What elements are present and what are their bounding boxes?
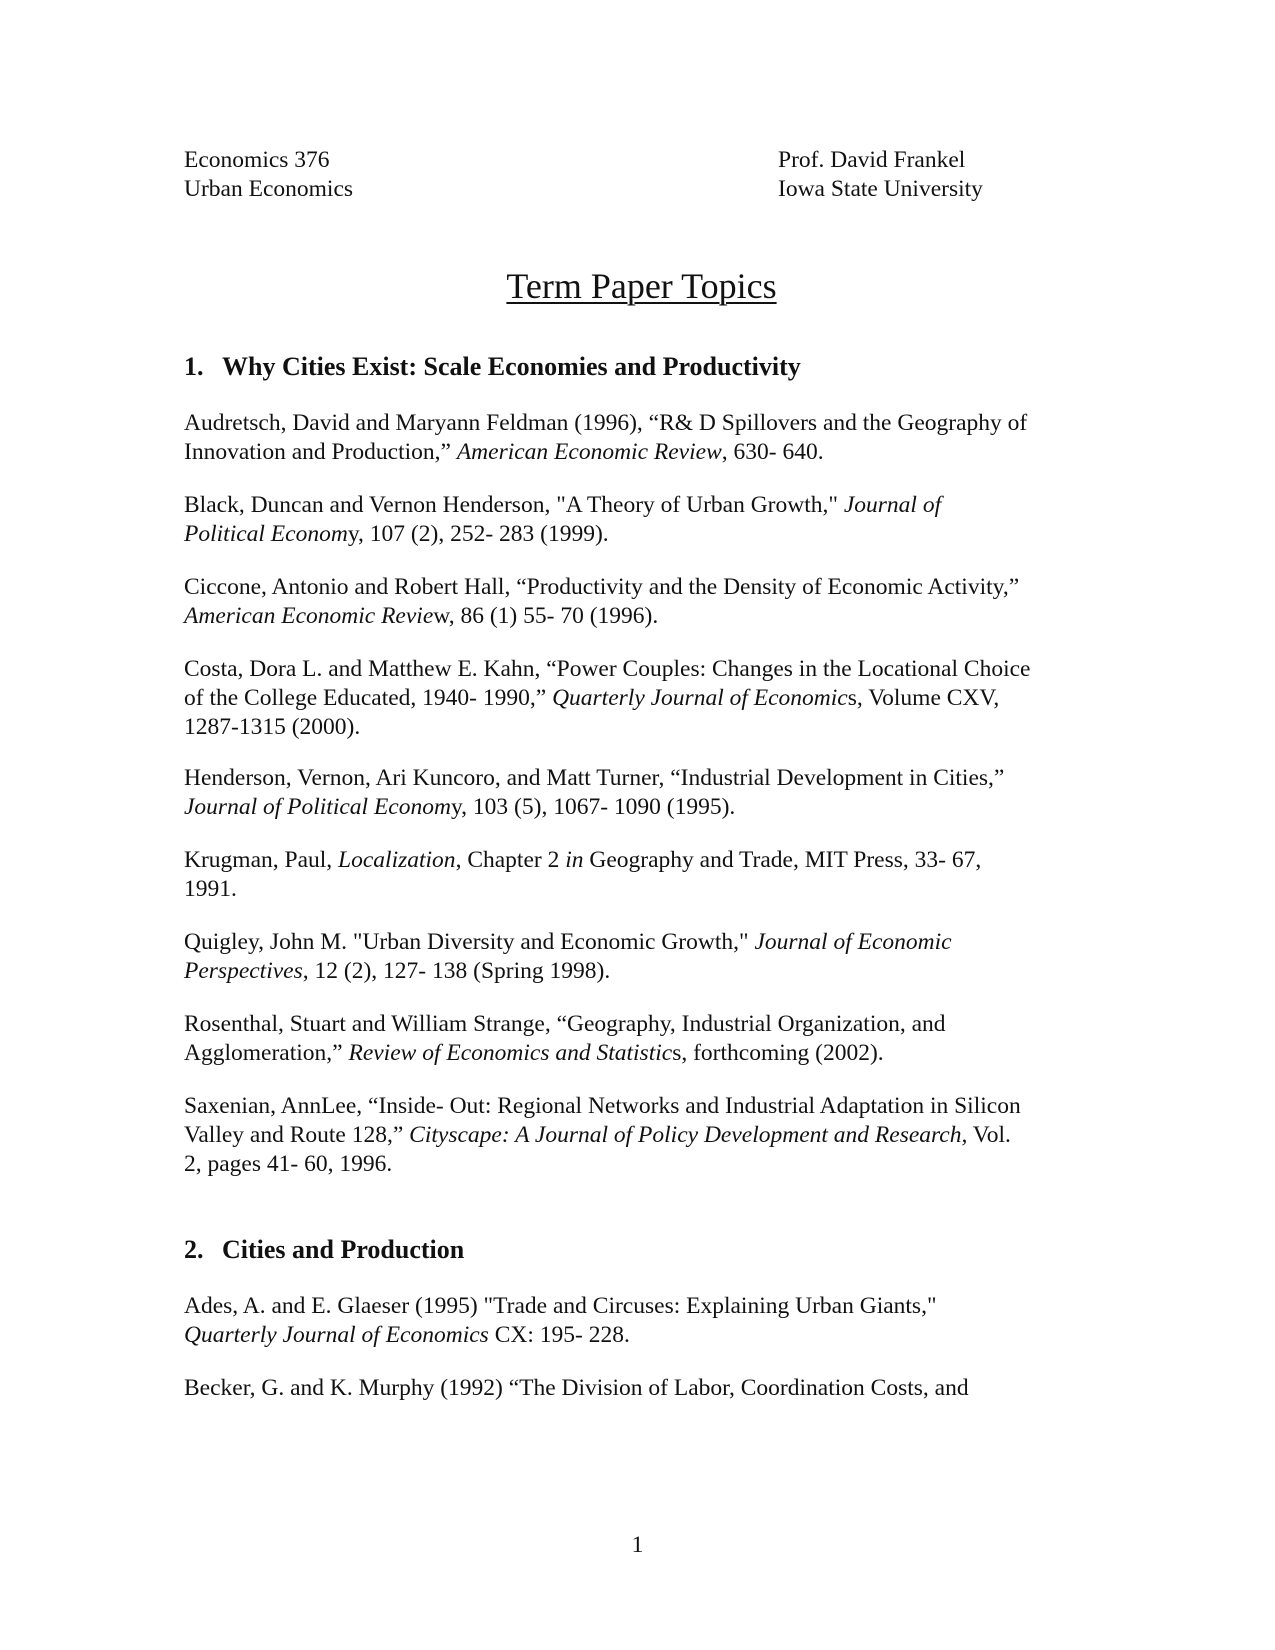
reference-line — [184, 684, 1084, 713]
section-heading-2 — [184, 1234, 464, 1266]
reference-text: 2, pages 41- 60, 1996. — [184, 1151, 393, 1177]
reference-entry — [184, 1292, 1084, 1350]
reference-text: Vol. — [967, 1122, 1011, 1148]
course-number: Economics 376 — [184, 147, 330, 173]
italic-text: Quarterly Journal of Economic — [552, 685, 848, 711]
page-title-wrapper — [0, 264, 1275, 308]
reference-text: Innovation and Production,” — [184, 439, 457, 465]
reference-line — [184, 713, 1084, 742]
reference-text: Quigley, John M. "Urban Diversity and Economic Growth," — [184, 929, 755, 955]
reference-line — [184, 520, 1084, 549]
italic-text: American Economic Revie — [184, 603, 434, 629]
reference-text: Costa, Dora L. and Matthew E. Kahn, “Power Couples: Changes in the Locational Choice — [184, 656, 1031, 682]
reference-entry — [184, 928, 1084, 986]
reference-line — [184, 491, 1084, 520]
reference-text: Geography and Trade, MIT Press, 33- 67, — [583, 847, 982, 873]
reference-line — [184, 409, 1084, 438]
reference-line — [184, 1121, 1084, 1150]
reference-text: Agglomeration,” — [184, 1040, 349, 1066]
reference-entry — [184, 491, 1084, 549]
reference-line — [184, 928, 1084, 957]
reference-line — [184, 1092, 1084, 1121]
reference-text: Becker, G. and K. Murphy (1992) “The Division of Labor, Coordination Costs, and — [184, 1375, 969, 1401]
reference-text: 1991. — [184, 876, 237, 902]
reference-line — [184, 793, 1084, 822]
reference-line — [184, 1292, 1084, 1321]
reference-entry — [184, 1010, 1084, 1068]
reference-line — [184, 1374, 1084, 1403]
section-number: 2. — [184, 1235, 204, 1264]
reference-line — [184, 764, 1084, 793]
italic-text: in — [565, 847, 584, 873]
reference-line — [184, 846, 1084, 875]
italic-text: Journal of Political Econom — [184, 794, 451, 820]
section-number: 1. — [184, 352, 204, 381]
university-name: Iowa State University — [778, 176, 983, 202]
page-title: Term Paper Topics — [506, 266, 777, 306]
reference-line — [184, 438, 1084, 467]
reference-entry — [184, 655, 1084, 742]
reference-text: of the College Educated, 1940- 1990,” — [184, 685, 553, 711]
reference-text: Ades, A. and E. Glaeser (1995) "Trade and Circuses: Explaining Urban Giants," — [184, 1293, 937, 1319]
reference-entry — [184, 846, 1084, 904]
page-number: 1 — [631, 1532, 644, 1558]
reference-text: Ciccone, Antonio and Robert Hall, “Productivity and the Density of Economic Activity,” — [184, 574, 1020, 600]
reference-text: Krugman, Paul, — [184, 847, 339, 873]
italic-text: Quarterly Journal of Economics — [184, 1322, 489, 1348]
italic-text: Localization — [338, 847, 456, 873]
reference-text: Valley and Route 128,” — [184, 1122, 410, 1148]
reference-line — [184, 875, 1084, 904]
section-title: Why Cities Exist: Scale Economies and Productivity — [222, 352, 801, 381]
course-name: Urban Economics — [184, 176, 354, 202]
italic-text: American Economic Review — [456, 439, 722, 465]
reference-line — [184, 573, 1084, 602]
reference-text: s, Volume CXV, — [847, 685, 1000, 711]
reference-text: Henderson, Vernon, Ari Kuncoro, and Matt Turner, “Industrial Development in Cities,” — [184, 765, 1005, 791]
italic-text: Perspectives — [184, 958, 303, 984]
italic-text: Journal of — [843, 492, 942, 518]
reference-entry — [184, 409, 1084, 467]
reference-line — [184, 1321, 1084, 1350]
reference-text: Rosenthal, Stuart and William Strange, “Geography, Industrial Organization, and — [184, 1011, 946, 1037]
reference-text: Black, Duncan and Vernon Henderson, "A Theory of Urban Growth," — [184, 492, 844, 518]
reference-text: y, 103 (5), 1067- 1090 (1995). — [450, 794, 736, 820]
reference-entry — [184, 1092, 1084, 1179]
section-heading-1 — [184, 351, 801, 383]
reference-text: y, 107 (2), 252- 283 (1999). — [347, 521, 609, 547]
reference-entry — [184, 573, 1084, 631]
header-course-block — [184, 146, 353, 204]
header-instructor-block — [778, 146, 983, 204]
reference-text: w, 86 (1) 55- 70 (1996). — [433, 603, 659, 629]
reference-text: , 630- 640. — [721, 439, 824, 465]
reference-line — [184, 1039, 1084, 1068]
reference-text: Audretsch, David and Maryann Feldman (1996), “R& D Spillovers and the Geography of — [184, 410, 1028, 436]
reference-text: , Chapter 2 — [455, 847, 566, 873]
reference-line — [184, 1150, 1084, 1179]
reference-entry — [184, 764, 1084, 822]
reference-line — [184, 957, 1084, 986]
italic-text: Review of Economics and Statistic — [348, 1040, 673, 1066]
italic-text: Journal of Economic — [754, 929, 952, 955]
reference-entry — [184, 1374, 1084, 1403]
reference-text: 1287-1315 (2000). — [184, 714, 361, 740]
reference-line — [184, 655, 1084, 684]
reference-line — [184, 1010, 1084, 1039]
reference-text: Saxenian, AnnLee, “Inside- Out: Regional Networks and Industrial Adaptation in Silicon — [184, 1093, 1021, 1119]
reference-line — [184, 602, 1084, 631]
reference-text: CX: 195- 228. — [488, 1322, 630, 1348]
professor-name: Prof. David Frankel — [778, 147, 966, 173]
reference-text: , 12 (2), 127- 138 (Spring 1998). — [302, 958, 611, 984]
italic-text: Political Econom — [184, 521, 348, 547]
section-title: Cities and Production — [222, 1235, 465, 1264]
reference-text: s, forthcoming (2002). — [672, 1040, 884, 1066]
italic-text: Cityscape: A Journal of Policy Development and Research, — [409, 1122, 968, 1148]
